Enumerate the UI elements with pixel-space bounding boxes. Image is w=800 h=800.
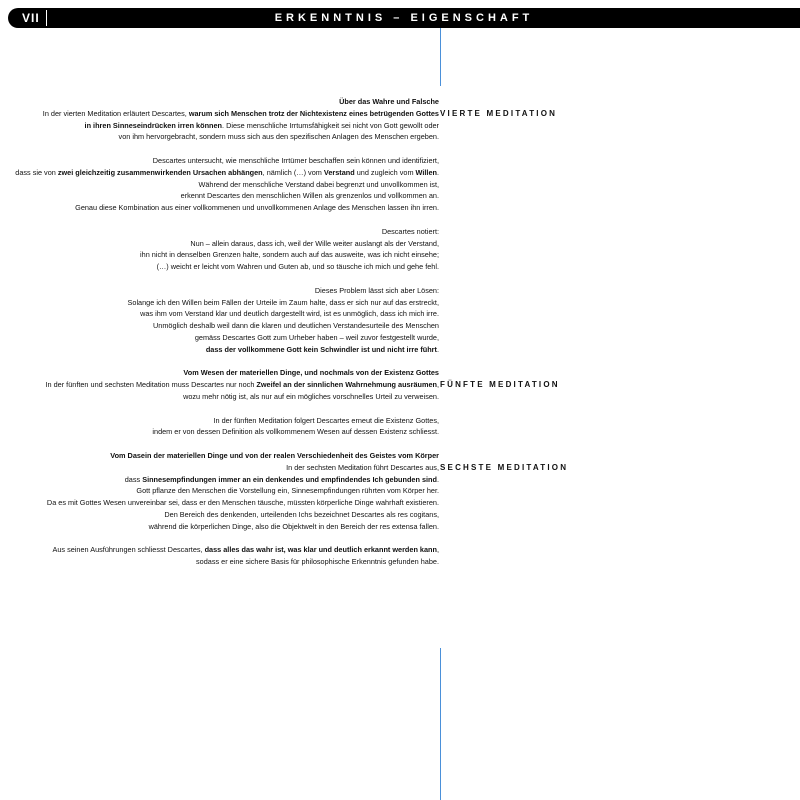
text-line	[0, 509, 439, 521]
text-span: Descartes notiert:	[381, 226, 439, 236]
spacer	[0, 143, 439, 155]
text-span: was ihm vom Verstand klar und deutlich dargestellt wird, ist es unmöglich, dass ich mich irre.	[140, 309, 439, 319]
text-span: ,	[436, 545, 439, 555]
text-span: Gott pflanze den Menschen die Vorstellung ein, Sinnesempfindungen rührten vom Körper her.	[136, 486, 439, 496]
subtitle-text: Vom Dasein der materiellen Dinge und von der realen Verschiedenheit des Geistes vom Körper	[110, 450, 439, 460]
text-span: und zugleich vom	[354, 167, 416, 177]
text-line	[0, 120, 439, 132]
text-span: .	[436, 344, 439, 354]
emphasis-text: warum sich Menschen trotz der Nichtexistenz eines betrügenden Gottes	[188, 108, 439, 118]
text-line	[0, 190, 439, 202]
emphasis-text: in ihren Sinneseindrücken irren können	[84, 120, 223, 130]
section-heading: FÜNFTE MEDITATION	[440, 380, 560, 390]
text-span: .	[436, 167, 439, 177]
chapter-number: VII	[22, 11, 40, 25]
text-span: ihn nicht in denselben Grenzen halte, sondern auch auf das ausweite, was ich nicht einsehe;	[140, 250, 439, 260]
text-span: Descartes untersucht, wie menschliche Irrtümer beschaffen sein können und identifiziert,	[152, 155, 439, 165]
page-title: ERKENNTNIS – EIGENSCHAFT	[274, 12, 534, 24]
text-line	[0, 108, 439, 120]
text-line	[0, 285, 439, 297]
text-line	[0, 261, 439, 273]
text-line	[0, 497, 439, 509]
text-line	[0, 391, 439, 403]
body-text	[0, 96, 439, 568]
text-span: Unmöglich deshalb weil dann die klaren und deutlichen Verstandesurteile des Menschen	[153, 321, 439, 331]
section-heading: SECHSTE MEDITATION	[440, 462, 569, 472]
text-span: dass	[124, 474, 143, 484]
text-line	[0, 226, 439, 238]
text-span: Während der menschliche Verstand dabei begrenzt und unvollkommen ist,	[198, 179, 439, 189]
text-span: ,	[436, 380, 439, 390]
emphasis-text: Sinnesempfindungen immer an ein denkendes und empfindendes Ich gebunden sind	[142, 474, 437, 484]
section-subtitle	[0, 96, 439, 108]
spacer	[0, 273, 439, 285]
emphasis-text: Verstand	[323, 167, 355, 177]
text-line	[0, 131, 439, 143]
text-span: Den Bereich des denkenden, urteilenden Ichs bezeichnet Descartes als res cogitans,	[164, 509, 439, 519]
text-span: . Diese menschliche Irrtumsfähigkeit sei nicht von Gott gewollt oder	[222, 120, 439, 130]
text-line	[0, 238, 439, 250]
text-line	[0, 474, 439, 486]
text-span: (…) weicht er leicht vom Wahren und Guten ab, und so täusche ich mich und gehe fehl.	[156, 262, 439, 272]
text-line	[0, 249, 439, 261]
text-span: erkennt Descartes den menschlichen Willen als grenzenlos und vollkommen an.	[180, 191, 439, 201]
section-subtitle	[0, 450, 439, 462]
text-line	[0, 297, 439, 309]
blue-guide-line-top	[440, 28, 441, 86]
text-span: indem er von dessen Definition als vollkommenem Wesen auf dessen Existenz schliesst.	[152, 427, 439, 437]
text-span: , nämlich (…) vom	[262, 167, 324, 177]
text-span: In der vierten Meditation erläutert Descartes,	[42, 108, 189, 118]
text-line	[0, 167, 439, 179]
text-span: von ihm hervorgebracht, sondern muss sich aus den spezifischen Anlagen des Menschen ergeben.	[118, 132, 439, 142]
text-span: In der sechsten Meditation führt Descartes aus,	[286, 462, 439, 472]
text-line	[0, 556, 439, 568]
section-heading: VIERTE MEDITATION	[440, 108, 558, 118]
text-line	[0, 379, 439, 391]
text-line	[0, 179, 439, 191]
text-span: sodass er eine sichere Basis für philosophische Erkenntnis gefunden habe.	[196, 557, 439, 567]
text-span: während die körperlichen Dinge, also die Objektwelt in den Bereich der res extensa fallen.	[148, 521, 439, 531]
text-line	[0, 155, 439, 167]
text-line	[0, 344, 439, 356]
text-span: Aus seinen Ausführungen schliesst Descartes,	[52, 545, 205, 555]
text-span: Da es mit Gottes Wesen unvereinbar sei, dass er den Menschen täusche, müssten körperliche Dinge wahrhaft existieren.	[46, 498, 439, 508]
text-line	[0, 426, 439, 438]
blue-guide-line-bottom	[440, 648, 441, 800]
text-line	[0, 308, 439, 320]
emphasis-text: Zweifel an der sinnlichen Wahrnehmung ausräumen	[256, 380, 437, 390]
text-span: In der fünften Meditation folgert Descartes erneut die Existenz Gottes,	[213, 415, 439, 425]
text-line	[0, 544, 439, 556]
text-span: In der fünften und sechsten Meditation muss Descartes nur noch	[45, 380, 257, 390]
text-line	[0, 415, 439, 427]
spacer	[0, 214, 439, 226]
header-bar	[8, 8, 800, 28]
text-line	[0, 320, 439, 332]
emphasis-text: dass der vollkommene Gott kein Schwindler ist und nicht irre führt	[205, 344, 437, 354]
text-span: dass sie von	[15, 167, 58, 177]
spacer	[0, 438, 439, 450]
spacer	[0, 532, 439, 544]
text-line	[0, 521, 439, 533]
text-span: gemäss Descartes Gott zum Urheber haben – weil zuvor festgestellt wurde,	[194, 332, 439, 342]
spacer	[0, 403, 439, 415]
text-line	[0, 462, 439, 474]
emphasis-text: dass alles das wahr ist, was klar und deutlich erkannt werden kann	[204, 545, 437, 555]
spacer	[0, 356, 439, 368]
text-span: .	[436, 474, 439, 484]
subtitle-text: Über das Wahre und Falsche	[339, 97, 439, 106]
text-line	[0, 485, 439, 497]
subtitle-text: Vom Wesen der materiellen Dinge, und nochmals von der Existenz Gottes	[183, 368, 439, 378]
section-subtitle	[0, 367, 439, 379]
text-span: Solange ich den Willen beim Fällen der Urteile im Zaum halte, dass er sich nur auf das erstreckt,	[127, 297, 439, 307]
text-span: wozu mehr nötig ist, als nur auf ein mögliches vorschnelles Urteil zu verweisen.	[183, 391, 439, 401]
text-span: Dieses Problem lässt sich aber Lösen:	[314, 285, 439, 295]
text-line	[0, 332, 439, 344]
text-span: Genau diese Kombination aus einer vollkommenen und unvollkommenen Anlage des Menschen lassen ihn irren.	[75, 203, 439, 213]
text-line	[0, 202, 439, 214]
emphasis-text: Willen	[415, 167, 437, 177]
text-span: Nun – allein daraus, dass ich, weil der Wille weiter auslangt als der Verstand,	[190, 238, 439, 248]
emphasis-text: zwei gleichzeitig zusammenwirkenden Ursachen abhängen	[57, 167, 263, 177]
